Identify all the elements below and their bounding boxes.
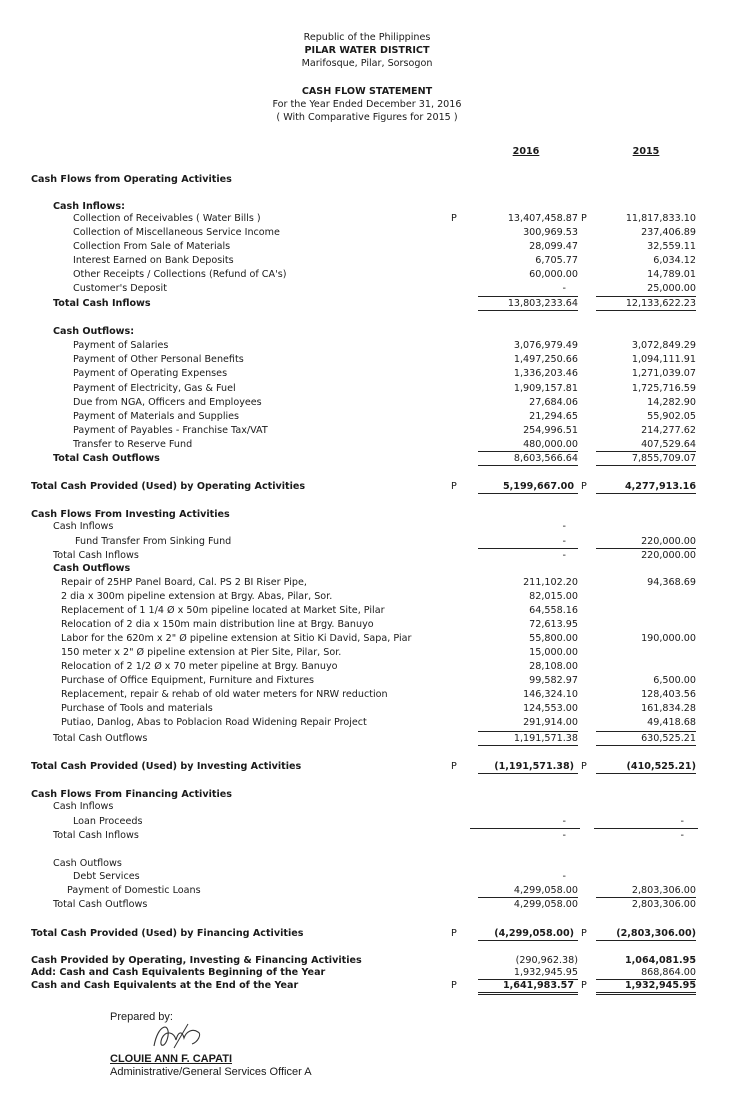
underline [478,493,578,494]
investing-total-outflows-label: Total Cash Outflows [53,733,148,744]
line-item-label: 150 meter x 2" Ø pipeline extension at Pier Site, Pilar, Sor. [61,647,342,658]
prepared-by-label: Prepared by: [110,1011,173,1023]
peso-sign: P [581,928,587,939]
underline [596,296,696,297]
investing-total-inflows-label: Total Cash Inflows [53,550,139,561]
line-item-2016: 28,099.47 [529,241,578,252]
line-item-label: Relocation of 2 dia x 150m main distribution line at Brgy. Banuyo [61,619,374,630]
line-item-label: Due from NGA, Officers and Employees [73,396,262,408]
underline [594,828,698,829]
line-item-2016: 72,613.95 [529,619,578,630]
double-underline [478,994,578,995]
line-item-2016: 82,015.00 [529,591,578,602]
operating-inflows-heading: Cash Inflows: [53,201,125,212]
underline [596,745,696,746]
operating-section-title: Cash Flows from Operating Activities [31,174,232,185]
line-item-2016: 6,705.77 [535,255,578,266]
dash: - [562,521,566,532]
line-item-2015: 1,725,716.59 [631,382,696,394]
financing-payment-2015: 2,803,306.00 [631,885,696,896]
underline [596,773,696,774]
investing-total-inflows-2015: 220,000.00 [641,550,696,561]
operating-total-inflows-label: Total Cash Inflows [53,298,151,309]
summary-end-label: Cash and Cash Equivalents at the End of the Year [31,980,299,991]
signatory-position: Administrative/General Services Officer A [110,1066,312,1078]
line-item-2016: 1,336,203.46 [513,368,578,380]
line-item-label: Payment of Electricity, Gas & Fuel [73,382,236,394]
line-item-label: Collection From Sale of Materials [73,241,231,252]
line-item-2016: 124,553.00 [523,703,578,714]
line-item-2016: 3,076,979.49 [513,340,578,351]
line-item-2016: 480,000.00 [523,439,578,451]
underline [596,548,696,549]
signatory-name: CLOUIE ANN F. CAPATI [110,1053,233,1065]
statement-title: CASH FLOW STATEMENT [301,86,433,97]
header-agency: PILAR WATER DISTRICT [304,45,430,56]
line-item-2016: 1,909,157.81 [513,382,578,394]
line-item-label: Customer's Deposit [73,283,167,294]
financing-inflows-heading: Cash Inflows [53,801,114,812]
line-item-label: Payment of Other Personal Benefits [73,354,244,366]
line-item-2016: 27,684.06 [529,396,578,408]
line-item-2016: 254,996.51 [523,425,578,437]
underline [470,828,580,829]
line-item-2015: 14,282.90 [647,396,696,408]
financing-total-outflows-2015: 2,803,306.00 [631,899,696,910]
line-item-label: Collection of Miscellaneous Service Income [73,227,280,238]
line-item-label: Interest Earned on Bank Deposits [73,255,234,266]
operating-total-inflows-2016: 13,803,233.64 [507,298,578,309]
line-item-label: Purchase of Office Equipment, Furniture and Fixtures [61,675,315,686]
underline [478,451,578,452]
underline [478,548,578,549]
financing-net-2016: (4,299,058.00) [494,928,574,939]
investing-total-outflows-2015: 630,525.21 [641,733,696,744]
line-item-2015: 6,034.12 [653,255,696,266]
line-item-2016: 15,000.00 [529,647,578,658]
financing-section-title: Cash Flows From Financing Activities [31,789,232,800]
financing-net-label: Total Cash Provided (Used) by Financing Activities [31,928,304,939]
line-item-label: Repair of 25HP Panel Board, Cal. PS 2 BI Riser Pipe, [61,577,307,588]
underline [478,940,578,941]
line-item-2015: 32,559.11 [647,241,696,252]
line-item-2015: 161,834.28 [641,703,696,714]
operating-outflows-heading: Cash Outflows: [53,326,135,337]
line-item-2015: 1,271,039.07 [631,368,696,380]
statement-comparative: ( With Comparative Figures for 2015 ) [276,112,458,123]
line-item-2015: 94,368.69 [647,577,696,588]
summary-beginning-2016: 1,932,945.95 [513,967,578,978]
line-item-label: 2 dia x 300m pipeline extension at Brgy. Abas, Pilar, Sor. [61,591,333,602]
investing-inflow-item-2015: 220,000.00 [641,536,696,547]
header-republic: Republic of the Philippines [303,32,431,43]
operating-total-outflows-2016: 8,603,566.64 [513,453,578,464]
line-item-2016: 64,558.16 [529,605,578,616]
underline [478,745,578,746]
investing-section-title: Cash Flows From Investing Activities [31,509,230,520]
line-item-label: Replacement of 1 1/4 Ø x 50m pipeline located at Market Site, Pilar [61,605,385,616]
line-item-2015: 11,817,833.10 [625,213,696,224]
investing-outflows-heading: Cash Outflows [53,563,131,574]
summary-provided-2015: 1,064,081.95 [624,955,696,966]
line-item-2016: 99,582.97 [529,675,578,686]
column-header-2015: 2015 [632,146,660,157]
underline [478,296,578,297]
dash: - [562,816,566,827]
financing-total-outflows-2016: 4,299,058.00 [513,899,578,910]
summary-beginning-label: Add: Cash and Cash Equivalents Beginning of the Year [31,967,326,978]
header-address: Marifosque, Pilar, Sorsogon [301,58,433,69]
line-item-label: Transfer to Reserve Fund [73,439,193,451]
underline [478,773,578,774]
line-item-2016: 21,294.65 [529,411,578,422]
investing-net-2016: (1,191,571.38) [494,761,574,772]
financing-payment-label: Payment of Domestic Loans [67,885,201,896]
line-item-label: Putiao, Danlog, Abas to Poblacion Road Widening Repair Project [61,717,367,728]
peso-sign: P [451,481,457,492]
double-underline [596,992,696,993]
double-underline [478,992,578,993]
underline [478,310,578,311]
peso-sign: P [581,980,587,991]
line-item-2015: 6,500.00 [653,675,696,686]
financing-payment-2016: 4,299,058.00 [513,885,578,896]
line-item-2015: 407,529.64 [641,439,696,451]
statement-period: For the Year Ended December 31, 2016 [272,99,462,110]
underline [596,451,696,452]
operating-net-2016: 5,199,667.00 [502,481,574,492]
line-item-2015: 55,902.05 [647,411,696,422]
signature-mark [148,1018,210,1054]
line-item-2015: 128,403.56 [641,689,696,700]
line-item-2016: 211,102.20 [523,577,578,588]
financing-outflows-heading: Cash Outflows [53,858,122,869]
dash: - [680,816,684,827]
operating-net-label: Total Cash Provided (Used) by Operating Activities [31,481,306,492]
line-item-label: Collection of Receivables ( Water Bills ) [73,213,261,224]
underline [596,731,696,732]
dash: - [562,871,566,882]
peso-sign: P [581,213,587,224]
underline [596,310,696,311]
line-item-2015: 214,277.62 [641,425,696,437]
underline [478,465,578,466]
line-item-2016: 13,407,458.87 [507,213,578,224]
line-item-2016: 146,324.10 [523,689,578,700]
investing-inflow-item-label: Fund Transfer From Sinking Fund [75,536,232,547]
line-item-2015: 1,094,111.91 [631,354,696,366]
investing-inflows-heading: Cash Inflows [53,521,114,532]
line-item-2015: 237,406.89 [641,227,696,238]
line-item-2015: 190,000.00 [641,633,696,644]
line-item-label: Payment of Operating Expenses [73,368,228,380]
line-item-label: Payment of Materials and Supplies [73,411,240,422]
summary-provided-label: Cash Provided by Operating, Investing & Financing Activities [31,955,362,966]
line-item-label: Relocation of 2 1/2 Ø x 70 meter pipeline at Brgy. Banuyo [61,661,338,672]
line-item-2016: 291,914.00 [523,717,578,728]
peso-sign: P [451,928,457,939]
investing-total-outflows-2016: 1,191,571.38 [513,733,578,744]
investing-net-label: Total Cash Provided (Used) by Investing Activities [31,761,302,772]
line-item-2016: 55,800.00 [529,633,578,644]
financing-net-2015: (2,803,306.00) [616,928,696,939]
line-item-label: Labor for the 620m x 2" Ø pipeline extension at Sitio Ki David, Sapa, Piar [61,633,412,644]
operating-total-inflows-2015: 12,133,622.23 [625,298,696,309]
line-item-2015: 14,789.01 [647,269,696,280]
peso-sign: P [581,761,587,772]
line-item-label: Other Receipts / Collections (Refund of CA's) [73,269,287,280]
investing-total-inflows-2016: - [562,550,566,561]
line-item-2016: 1,497,250.66 [513,354,578,366]
peso-sign: P [451,213,457,224]
line-item-label: Payment of Payables - Franchise Tax/VAT [73,425,268,437]
investing-net-2015: (410,525.21) [626,761,696,772]
line-item-label: Purchase of Tools and materials [61,703,213,714]
operating-net-2015: 4,277,913.16 [624,481,696,492]
underline [596,465,696,466]
underline [596,493,696,494]
line-item-2015: 3,072,849.29 [631,340,696,351]
summary-end-2016: 1,641,983.57 [502,980,574,991]
underline [478,731,578,732]
underline [478,897,578,898]
summary-end-2015: 1,932,945.95 [624,980,696,991]
line-item-2016: 60,000.00 [529,269,578,280]
financing-loan-label: Loan Proceeds [73,816,143,827]
line-item-2015: 49,418.68 [647,717,696,728]
line-item-label: Payment of Salaries [73,340,169,351]
financing-total-inflows-label: Total Cash Inflows [53,830,139,841]
line-item-label: Replacement, repair & rehab of old water meters for NRW reduction [61,689,388,700]
dash: - [680,830,684,841]
peso-sign: P [581,481,587,492]
underline [596,897,696,898]
financing-total-outflows-label: Total Cash Outflows [53,899,148,910]
financing-debt-label: Debt Services [73,871,140,882]
operating-total-outflows-2015: 7,855,709.07 [631,453,696,464]
line-item-2016: - [562,283,566,294]
operating-total-outflows-label: Total Cash Outflows [53,453,160,464]
summary-beginning-2015: 868,864.00 [641,967,696,978]
peso-sign: P [451,980,457,991]
line-item-2016: 300,969.53 [523,227,578,238]
column-header-2016: 2016 [512,146,540,157]
double-underline [596,994,696,995]
line-item-2015: 25,000.00 [647,283,696,294]
investing-inflow-item-2016: - [562,536,566,547]
line-item-2016: 28,108.00 [529,661,578,672]
peso-sign: P [451,761,457,772]
dash: - [562,830,566,841]
summary-provided-2016: (290,962.38) [515,955,578,966]
underline [596,940,696,941]
